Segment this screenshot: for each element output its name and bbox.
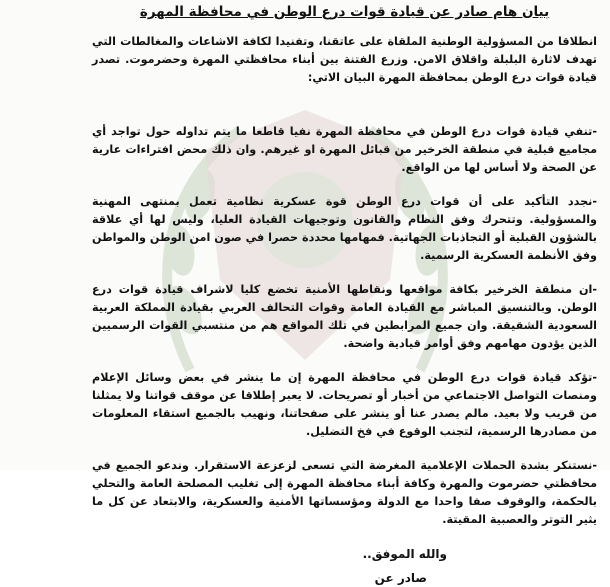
intro-paragraph: انطلاقا من المسؤولية الوطنية الملقاة على عاتقنا، وتفنيدا لكافة الاشاعات والمغالطات التي تهدف لاثارة البلبلة واقلاق الامن. وزرع الفتنة بين أبناء محافظتي المهرة وحضرموت. تصدر قيادة قوات درع الوطن بمحافظة المهرة البيان الاتي: [92,35,597,84]
statement-body [92,4,597,587]
point-paragraph-5: -نستنكر بشدة الحملات الإعلامية المغرضة التي تسعى لزعزعة الاستقرار. وندعو الجميع في محافظتي حضرموت والمهرة وكافة أبناء محافظة المهرة إلى تغليب المصلحة العامة والتحلي بالحكمة، والوقوف صفا واحدا مع الدولة ومؤسساتها الأمنية والعسكرية، والابتعاد عن كل ما يثير التوتر والعصبية المقيتة. [92,459,597,526]
closing-line: والله الموفق.. [362,547,447,561]
point-paragraph-4: -تؤكد قيادة قوات درع الوطن في محافظة المهرة إن ما ينشر في بعض وسائل الإعلام ومنصات التواصل الاجتماعي من أخبار أو تصريحات. لا يعبر إطلاقا عن موقف قواتنا ولا يمثلنا من قريب ولا بعيد. مالم يصدر عنا أو ينشر على صفحاتنا، ونهيب بالجميع استقاء المعلومات من مصادرها الرسمية، لتجنب الوقوع في فخ التضليل. [92,371,597,438]
point-paragraph-3: -ان منطقة الخرخير بكافة مواقعها ونقاطها الأمنية تخضع كليا لاشراف قيادة قوات درع الوطن. وبالتنسيق المباشر مع القيادة العامة وقوات التحالف العربي بقيادة المملكة العربية السعودية الشقيقة. وان جميع المرابطين في تلك المواقع هم من منتسبي القوات الرسميين الذين يؤدون مهامهم وفق أوامر قيادية واضحة. [92,283,597,350]
signature-line: صادر عن [374,571,427,585]
point-paragraph-2: -نجدد التأكيد على أن قوات درع الوطن قوة عسكرية نظامية تعمل بمنتهى المهنية والمسؤولية. وتتحرك وفق النظام والقانون وتوجيهات القيادة العليا، وليس لها أي علاقة بالشؤون القبلية أو التجاذبات الجهاتية. فمهامها محددة حصرا في صون امن الوطن والمواطن وفق الأنظمة العسكرية الرسمية. [92,195,597,262]
statement-title: بيان هام صادر عن قيادة قوات درع الوطن في محافظة المهرة [139,4,550,20]
point-paragraph-1: -تنفي قيادة قوات درع الوطن في محافظة المهرة نفيا قاطعا ما يتم تداوله حول تواجد أي مجاميع قبلية في منطقة الخرخير من قبائل المهرة او غيرهم. وان ذلك محض افتراءات عارية عن الصحة ولا أساس لها من الواقع. [92,125,597,174]
